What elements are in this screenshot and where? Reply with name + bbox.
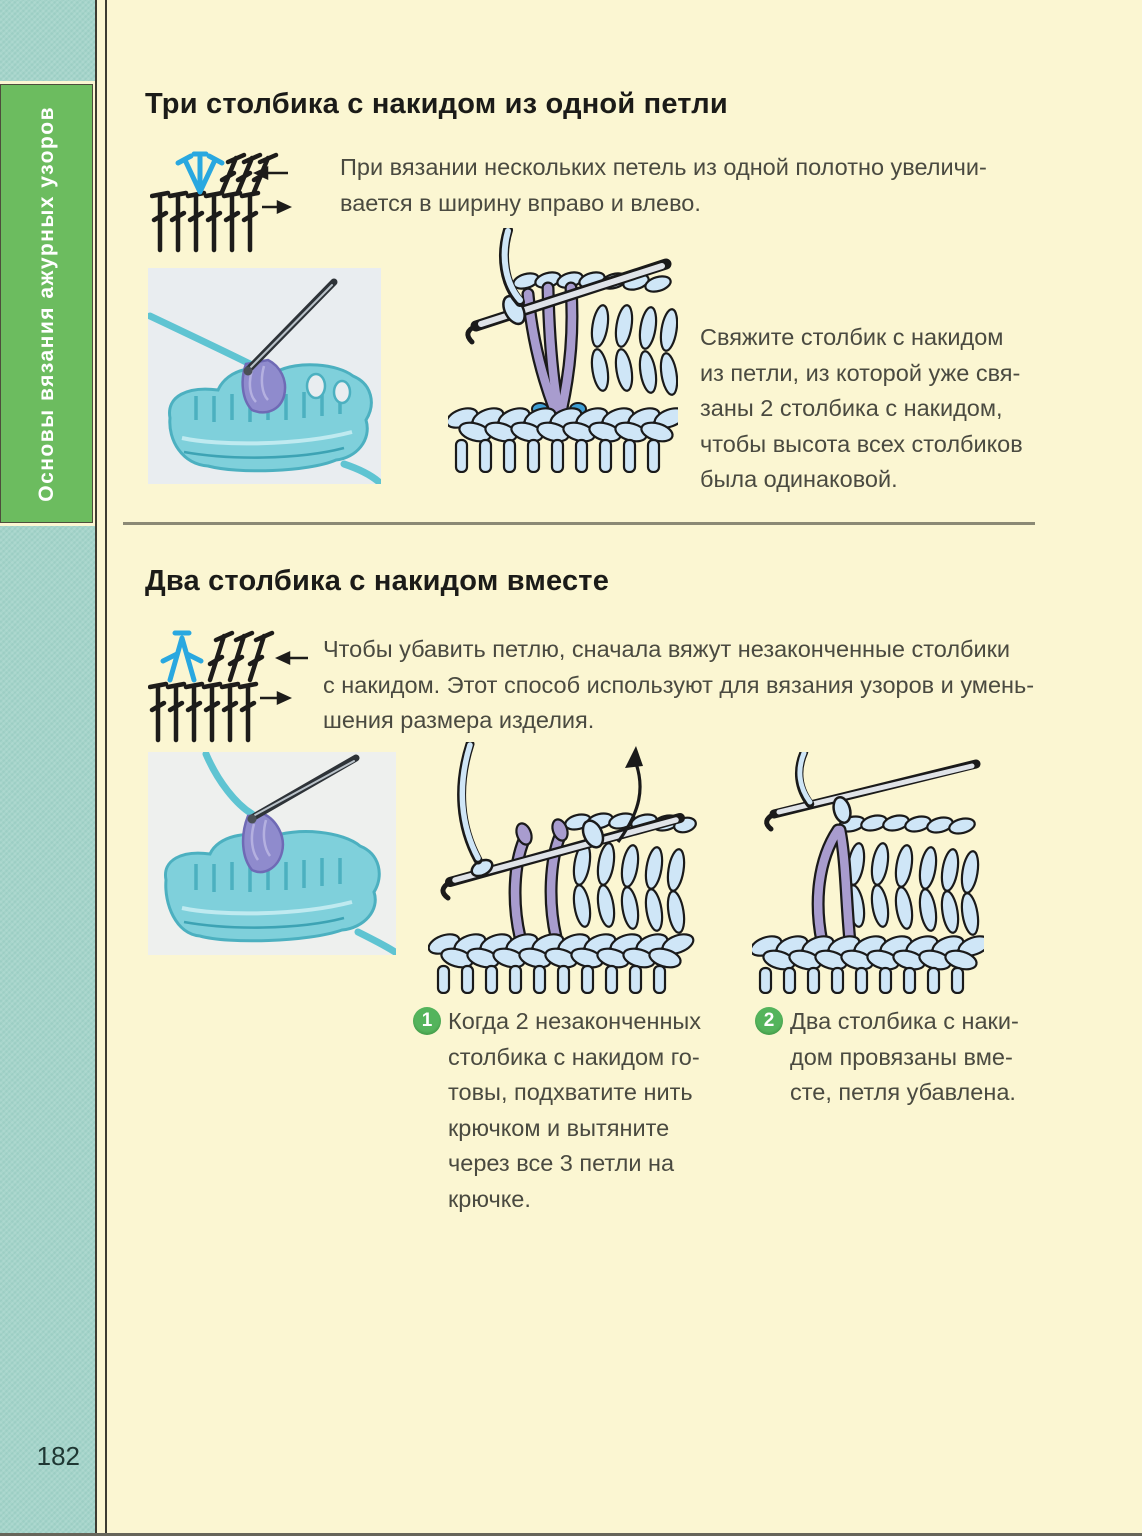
text-line: Когда 2 незаконченных <box>448 1008 702 1034</box>
illustration-3dc-in-one <box>448 228 678 473</box>
text-line: крючком и вытяните <box>448 1114 670 1141</box>
step-1-caption <box>448 1004 701 1217</box>
text-line: шения размера изделия. <box>323 707 595 733</box>
text-line: дом провязаны вме- <box>790 1043 1013 1070</box>
section1-note <box>700 320 1023 498</box>
photo-3dc-swatch <box>148 268 381 484</box>
page-number: 182 <box>36 1441 80 1471</box>
step-number: 2 <box>763 1010 775 1031</box>
text-line: через все 3 петли на <box>448 1150 675 1176</box>
illustration-dc2tog-step1 <box>428 742 698 994</box>
text-line: столбика с накидом го- <box>448 1043 700 1070</box>
crochet-chart-3dc-in-one-icon <box>150 150 340 255</box>
text-line: сте, петля убавлена. <box>790 1079 1016 1105</box>
margin-rule <box>95 0 107 1536</box>
arrow-right-icon <box>260 693 289 703</box>
text-line: Чтобы убавить петлю, сначала вяжут незаконченные столбики <box>323 636 1011 662</box>
text-line: Свяжите столбик с накидом <box>700 324 1004 350</box>
text-line: Два столбика с наки- <box>790 1008 1019 1034</box>
text-line: чтобы высота всех столбиков <box>700 430 1023 457</box>
text-line: товы, подхватите нить <box>448 1079 693 1105</box>
arrow-right-icon <box>262 202 289 212</box>
section2-intro <box>323 632 1034 739</box>
step-1-badge <box>413 1007 441 1035</box>
section-divider <box>123 522 1035 525</box>
illustration-dc2tog-step2 <box>752 752 984 994</box>
text-line: заны 2 столбика с накидом, <box>700 395 1003 421</box>
step-number: 1 <box>421 1010 433 1031</box>
blue-3dc-symbol <box>178 154 222 192</box>
blue-dc2tog-symbol <box>163 633 201 680</box>
text-line: вается в ширину вправо и влево. <box>340 189 701 216</box>
text-line: была одинаковой. <box>700 466 898 492</box>
text-line: крючке. <box>448 1185 531 1212</box>
crochet-chart-dc2tog-icon <box>148 628 343 746</box>
chapter-tab-label: Основы вязания ажурных узоров <box>34 105 58 502</box>
step-2-caption <box>790 1004 1019 1111</box>
chapter-tab <box>0 84 93 523</box>
section1-intro <box>340 150 987 221</box>
text-line: При вязании нескольких петель из одной полотно увеличи- <box>340 154 987 180</box>
text-line: с накидом. Этот способ используют для вязания узоров и умень- <box>323 671 1035 698</box>
arrow-left-icon <box>256 168 288 178</box>
arrow-left-icon <box>278 653 308 663</box>
section2-title: Два столбика с накидом вместе <box>145 565 610 597</box>
step-2-badge <box>755 1007 783 1035</box>
section1-title: Три столбика с накидом из одной петли <box>145 88 728 120</box>
photo-dc2tog-swatch <box>148 752 396 955</box>
text-line: из петли, из которой уже свя- <box>700 359 1021 386</box>
